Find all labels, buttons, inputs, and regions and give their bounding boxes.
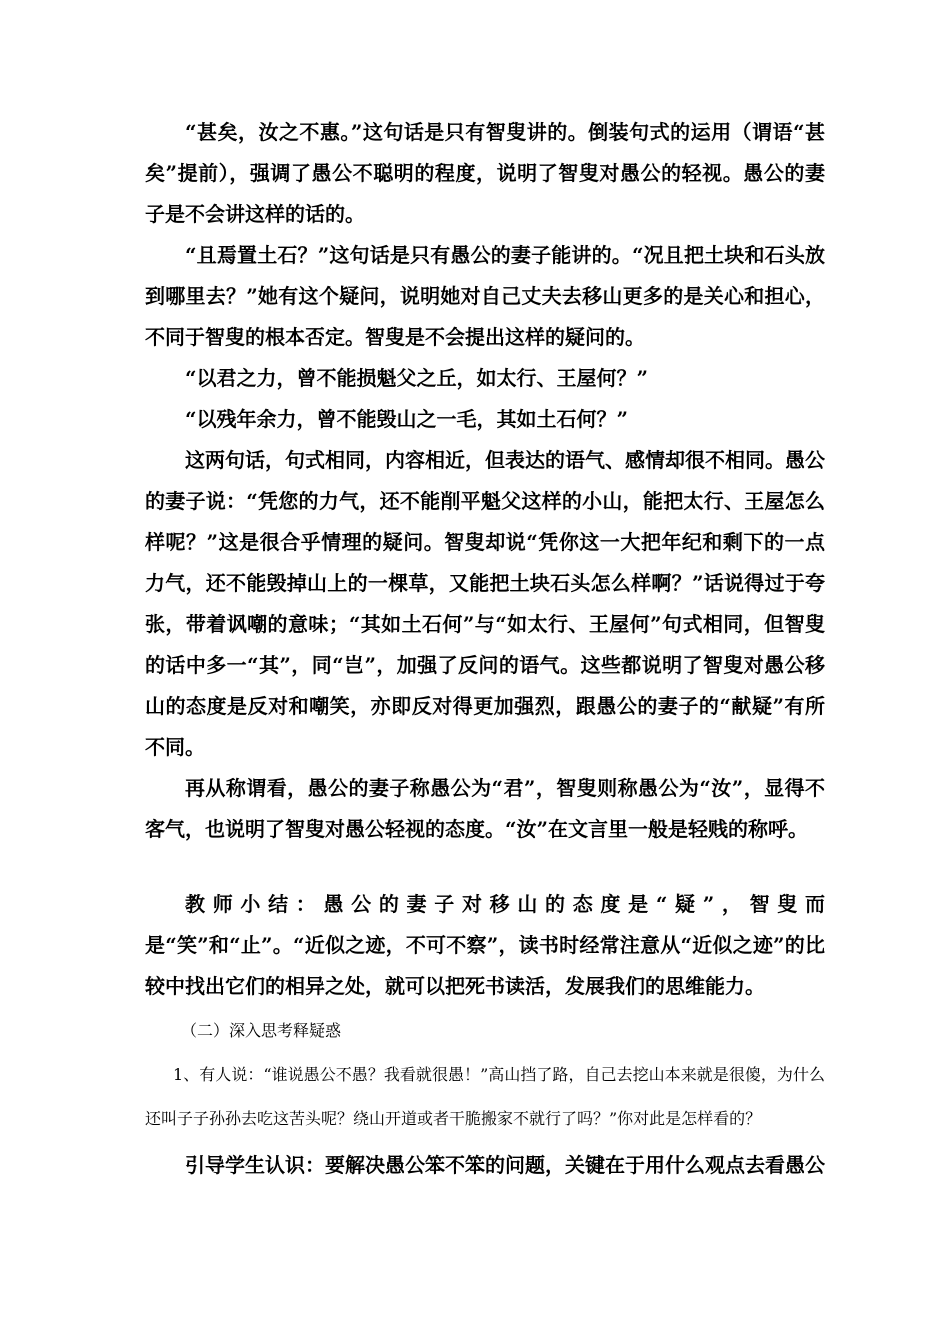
paragraph-address-terms: 再从称谓看，愚公的妻子称愚公为“君”，智叟则称愚公为“汝”，显得不客气，也说明了智叟对愚公轻视的态度。“汝”在文言里一般是轻贱的称呼。 — [145, 776, 825, 841]
quote-wife-sentence: “以君之力，曾不能损魁父之丘，如太行、王屋何？” — [185, 366, 649, 390]
teacher-summary: 教师小结：愚公的妻子对移山的态度是“疑”，智叟而是“笑”和“止”。“近似之迹，不可不察”，读书时经常注意从“近似之迹”的比较中找出它们的相异之处，就可以把死书读活，发展我们的思维能力。 — [145, 892, 825, 998]
paragraph-wife-quote: “且焉置土石？”这句话是只有愚公的妻子能讲的。“况且把土块和石头放到哪里去？”她有这个疑问，说明她对自己丈夫去移山更多的是关心和担心，不同于智叟的根本否定。智叟是不会提出这样的疑问的。 — [145, 243, 825, 349]
paragraph-spacer — [145, 850, 825, 884]
document-body — [145, 112, 825, 1186]
paragraph-comparison: 这两句话，句式相同，内容相近，但表达的语气、感情却很不相同。愚公的妻子说：“凭您的力气，还不能削平魁父这样的小山，能把太行、王屋怎么样呢？”这是很合乎情理的疑问。智叟却说“凭你这一大把年纪和剩下的一点力气，还不能毁掉山上的一棵草，又能把土块石头怎么样啊？”话说得过于夸张，带着讽嘲的意味；“其如土石何”与“如太行、王屋何”句式相同，但智叟的话中多一“其”，同“岂”，加强了反问的语气。这些都说明了智叟对愚公移山的态度是反对和嘲笑，亦即反对得更加强烈，跟愚公的妻子的“献疑”有所不同。 — [145, 448, 825, 759]
question-1: 1、有人说：“谁说愚公不愚？我看就很愚！”高山挡了路，自己去挖山本来就是很傻，为什么还叫子子孙孙去吃这苦头呢？绕山开道或者干脆搬家不就行了吗？”你对此是怎样看的？ — [145, 1065, 825, 1128]
paragraph-zhisou-quote: “甚矣，汝之不惠。”这句话是只有智叟讲的。倒装句式的运用（谓语“甚矣”提前），强调了愚公不聪明的程度，说明了智叟对愚公的轻视。愚公的妻子是不会讲这样的话的。 — [145, 120, 825, 226]
guide-paragraph: 引导学生认识：要解决愚公笨不笨的问题，关键在于用什么观点去看愚公 — [185, 1153, 825, 1177]
quote-zhisou-sentence: “以残年余力，曾不能毁山之一毛，其如土石何？” — [185, 407, 629, 431]
section-heading: （二）深入思考释疑惑 — [181, 1021, 342, 1040]
